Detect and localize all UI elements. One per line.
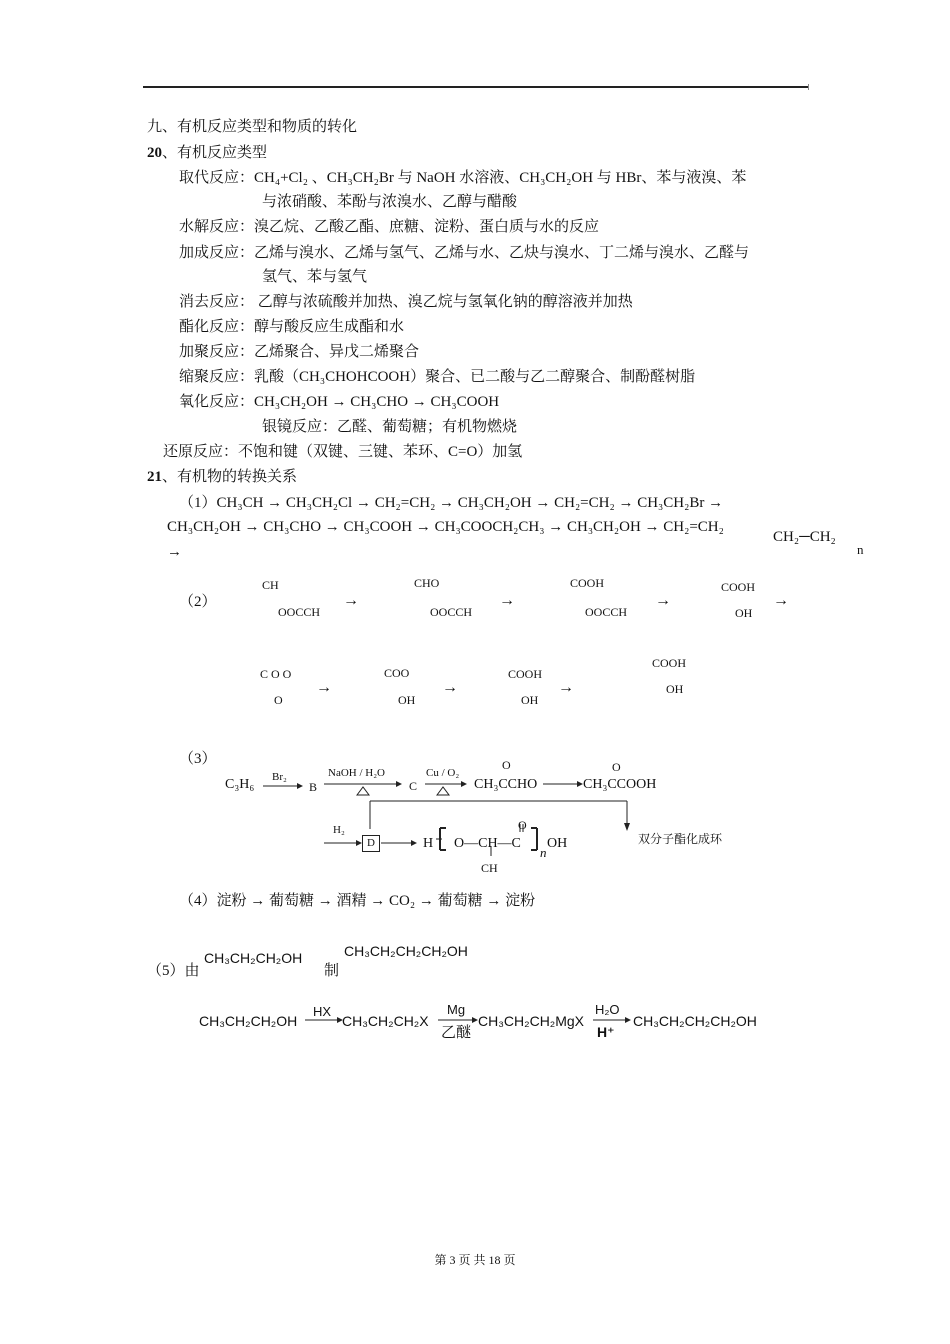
p2-arrow: →	[558, 679, 574, 696]
p3-poly-OH: OH	[547, 836, 568, 851]
p2-r2-c2-top: COO	[384, 666, 410, 680]
p3-O-acid: O	[612, 760, 621, 774]
p3-arrow-cu	[425, 781, 467, 797]
p1-polymer-n: n	[857, 542, 864, 557]
p5-step4: CH₃CH₂CH₂CH₂OH	[633, 1013, 757, 1029]
q20-addition-line1: 加成反应：乙烯与溴水、乙烯与氢气、乙烯与水、乙炔与溴水、丁二烯与溴水、乙醛与	[179, 245, 750, 261]
p3-arrow-naoh	[324, 781, 402, 797]
p5-from: CH₃CH₂CH₂OH	[204, 950, 303, 966]
p3-label: （3）	[179, 751, 217, 767]
p3-br2: Br₂	[272, 771, 287, 783]
p5-hplus: H⁺	[597, 1024, 615, 1040]
p3-h2: H₂	[333, 824, 345, 836]
header-rule-tick	[808, 84, 809, 90]
substitution-label: 取代反应：	[179, 170, 255, 186]
p2-label: （2）	[179, 594, 217, 610]
p5-step2: CH₃CH₂CH₂X	[342, 1013, 429, 1029]
p2-r2-c3-bottom: OH	[521, 693, 539, 707]
p3-poly-chain: O—CH—C	[454, 836, 521, 851]
p2-arrow: →	[655, 592, 671, 609]
p5-arrow-hx	[305, 1017, 343, 1025]
p1-line1: （1）CH₃CH → CH₃CH₂Cl → CH₂=CH₂ → CH₃CH₂OH → CH₂=CH₂ → CH₃CH₂Br →	[179, 495, 724, 511]
p2-r1-c1-top: CH	[262, 578, 279, 592]
p3-poly-n: n	[540, 845, 547, 860]
p1-line3: →	[167, 544, 182, 560]
p2-r1-c3-top: COOH	[570, 576, 605, 590]
p3-arrow-ox	[543, 781, 583, 789]
p3-C: C	[409, 779, 418, 793]
p3-arrow-br2	[263, 783, 303, 791]
p2-r1-c2-top: CHO	[414, 576, 440, 590]
p5-hx: HX	[313, 1004, 332, 1019]
p3-aldehyde: CH₃CCHO	[474, 777, 538, 792]
p2-r1-c1-bottom: OOCCH	[278, 605, 321, 619]
q20-substitution-line2: 与浓硝酸、苯酚与浓溴水、乙醇与醋酸	[262, 194, 518, 210]
p2-r2-c4-bottom: OH	[666, 682, 684, 696]
q20-number: 20	[147, 145, 162, 161]
substitution-text-1: CH₄+Cl₂ 、CH₃CH₂Br 与 NaOH 水溶液、CH₃CH₂OH 与 HBr、苯与液溴、苯	[254, 170, 747, 186]
q20-condensation: 缩聚反应：乳酸（CH₃CHOHCOOH）聚合、已二酸与乙二醇聚合、制酚醛树脂	[179, 369, 696, 385]
page-footer: 第 3 页 共 18 页	[434, 1253, 516, 1267]
q20-title: 、有机反应类型	[162, 145, 268, 161]
q20-silver-mirror: 银镜反应：乙醛、葡萄糖；有机物燃烧	[262, 419, 518, 435]
p3-cu: Cu / O₂	[426, 767, 460, 779]
p5-ether: 乙醚	[441, 1025, 472, 1041]
p2-r2-c3-top: COOH	[508, 667, 543, 681]
p3-arrow-poly	[381, 840, 417, 848]
p3-O-aldehyde: O	[502, 758, 511, 772]
p5-h2o: H₂O	[595, 1002, 620, 1017]
p2-arrow: →	[773, 592, 789, 609]
p3-cyclic-ester: 双分子酯化成环	[638, 832, 723, 846]
p1-line2: CH₃CH₂OH → CH₃CHO → CH₃COOH → CH₃COOCH₂CH₃ → CH₃CH₂OH → CH₂=CH₂	[167, 519, 724, 535]
section-title: 九、有机反应类型和物质的转化	[147, 119, 358, 135]
p3-D-box: D	[362, 835, 380, 852]
p5-step1: CH₃CH₂CH₂OH	[199, 1013, 298, 1029]
p3-acid: CH₃CCOOH	[583, 777, 657, 792]
p5-to: CH₃CH₂CH₂CH₂OH	[344, 943, 468, 959]
p2-arrow: →	[343, 592, 359, 609]
q20-esterification: 酯化反应：醇与酸反应生成酯和水	[179, 319, 405, 335]
q20-substitution-line1	[179, 168, 746, 188]
q20-heading	[147, 143, 267, 163]
q21-title: 、有机物的转换关系	[162, 469, 298, 485]
p5-label: （5）由	[147, 963, 200, 979]
p5-step3: CH₃CH₂CH₂MgX	[478, 1013, 585, 1029]
q21-heading	[147, 467, 297, 487]
q20-oxidation: 氧化反应：CH₃CH₂OH → CH₃CHO → CH₃COOH	[179, 394, 500, 410]
p3-c3h6: C₃H₆	[225, 777, 255, 792]
p4-part1: （4）淀粉 → 葡萄糖 → 酒精 →	[179, 893, 390, 909]
p2-r2-c4-top: COOH	[652, 656, 687, 670]
p2-r1-c4-top: COOH	[721, 580, 756, 594]
p3-poly-H: H	[423, 836, 434, 851]
p2-r2-c1-bottom: O	[274, 693, 283, 707]
p4-line	[179, 891, 535, 911]
p3-naoh: NaOH / H₂O	[328, 767, 385, 779]
q20-addition-line2: 氢气、苯与氢气	[262, 269, 368, 285]
q20-elimination: 消去反应： 乙醇与浓硫酸并加热、溴乙烷与氢氧化钠的醇溶液并加热	[179, 294, 633, 310]
header-rule	[143, 86, 808, 88]
p2-r1-c3-bottom: OOCCH	[585, 605, 628, 619]
p4-co2: CO₂	[389, 893, 416, 909]
p2-r2-c1-top: C O O	[260, 667, 292, 681]
p3-B: B	[309, 780, 318, 794]
p1-polymer: CH₂─CH₂	[773, 529, 836, 545]
p5-mg: Mg	[447, 1002, 466, 1017]
p3-poly-O: O	[518, 818, 527, 832]
q20-reduction: 还原反应：不饱和键（双键、三键、苯环、C=O）加氢	[163, 444, 523, 460]
q21-number: 21	[147, 469, 162, 485]
p2-arrow: →	[442, 679, 458, 696]
p5-make: 制	[324, 963, 340, 979]
p3-poly-CH: CH	[481, 861, 498, 875]
p2-r2-c2-bottom: OH	[398, 693, 416, 707]
p2-r1-c4-bottom: OH	[735, 606, 753, 620]
p2-arrow: →	[316, 679, 332, 696]
q20-hydrolysis: 水解反应：溴乙烷、乙酸乙酯、庶糖、淀粉、蛋白质与水的反应	[179, 219, 600, 235]
p2-arrow: →	[499, 592, 515, 609]
p4-part2: → 葡萄糖 → 淀粉	[415, 893, 536, 909]
p3-arrow-h2	[324, 840, 362, 848]
p2-r1-c2-bottom: OOCCH	[430, 605, 473, 619]
q20-polymerization: 加聚反应：乙烯聚合、异戊二烯聚合	[179, 344, 420, 360]
